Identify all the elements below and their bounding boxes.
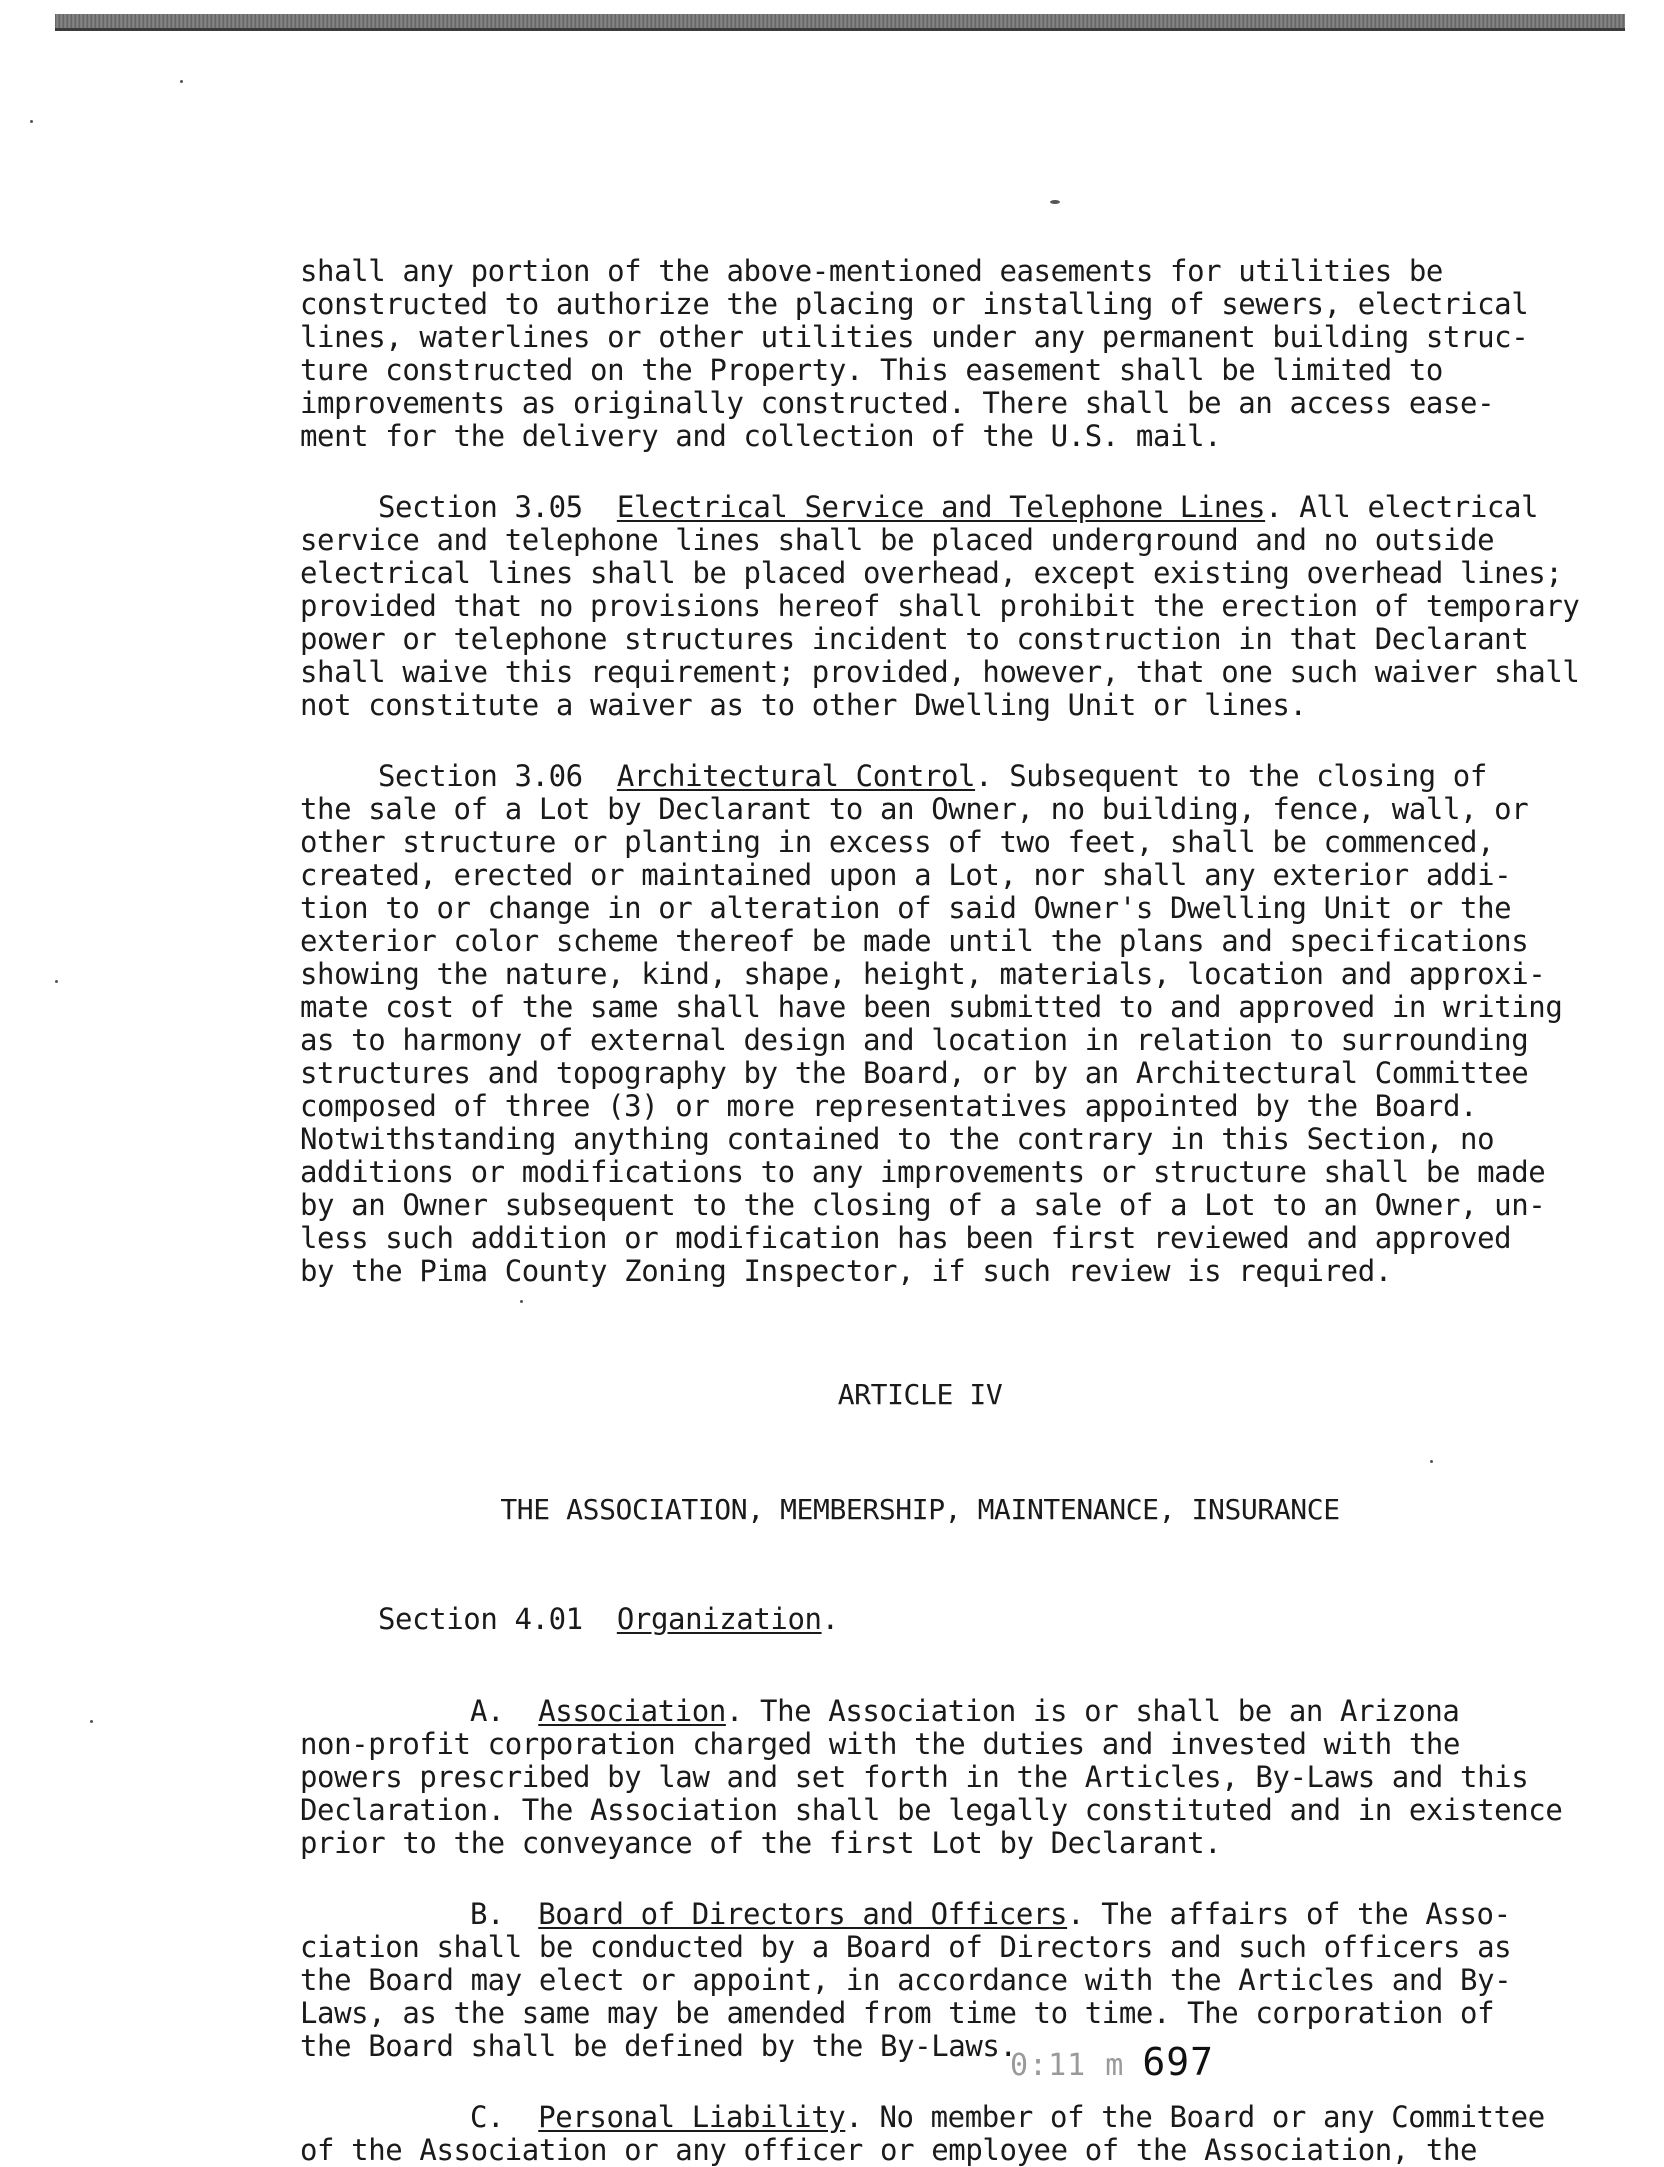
subsection-title: Board of Directors and Officers [538,1897,1068,1931]
section-3-06 [300,759,1563,1288]
text-line: shall any portion of the above-mentioned easements for utilities be [300,254,1443,288]
text-line: less such addition or modification has been first reviewed and approved [300,1221,1512,1255]
subsection-a [300,1694,1563,1860]
section-title: Architectural Control [616,759,976,793]
text-line: shall waive this requirement; provided, however, that one such waiver shall [300,655,1580,689]
article-heading: ARTICLE IV [837,1378,1003,1411]
subsection-text: . No member of the Board or any Committee [845,2100,1545,2134]
scan-speck [90,1720,93,1723]
text-line: non-profit corporation charged with the duties and invested with the [300,1727,1461,1761]
text-line: created, erected or maintained upon a Lot, nor shall any exterior addi- [300,858,1512,892]
text-line: improvements as originally constructed. There shall be an access ease- [300,386,1495,420]
scan-top-edge [55,14,1625,31]
subsection-b [300,1898,1540,2063]
section-text: . All electrical [1265,490,1539,524]
section-title: Electrical Service and Telephone Lines [616,490,1266,524]
text-line: other structure or planting in excess of two feet, shall be commenced, [300,825,1495,859]
subsection-title: Personal Liability [538,2100,846,2134]
text-line: Laws, as the same may be amended from time to time. The corporation of [300,1996,1495,2030]
text-line: provided that no provisions hereof shall prohibit the erection of temporary [300,589,1580,623]
text-line: by an Owner subsequent to the closing of a sale of a Lot to an Owner, un- [300,1188,1546,1222]
section-4-01 [300,1603,1540,1636]
text-line: as to harmony of external design and location in relation to surrounding [300,1023,1529,1057]
text-line: Declaration. The Association shall be legally constituted and in existence [300,1793,1563,1827]
text-line: tion to or change in or alteration of said Owner's Dwelling Unit or the [300,891,1512,925]
text-line: showing the nature, kind, shape, height, materials, location and approxi- [300,957,1546,991]
subsection-letter: C. [470,2100,505,2134]
section-title: Organization [616,1602,822,1636]
text-line: the Board shall be defined by the By-Laws. [300,2029,1017,2063]
article-subheading: THE ASSOCIATION, MEMBERSHIP, MAINTENANCE, INSURANCE [500,1493,1340,1526]
scan-speck [1050,200,1060,204]
text-line: additions or modifications to any improvements or structure shall be made [300,1155,1546,1189]
section-label: Section 4.01 [378,1602,583,1636]
text-line: composed of three (3) or more representatives appointed by the Board. [300,1089,1478,1123]
subsection-c [300,2100,1545,2167]
subsection-letter: A. [470,1694,505,1728]
scan-speck [180,80,183,83]
document-body [300,254,1580,2167]
text-line: lines, waterlines or other utilities under any permanent building struc- [300,320,1529,354]
subsection-letter: B. [470,1897,505,1931]
text-line: the Board may elect or appoint, in accordance with the Articles and By- [300,1963,1512,1997]
section-text: . [821,1602,839,1636]
text-line: constructed to authorize the placing or installing of sewers, electrical [300,287,1529,321]
scan-speck [55,980,58,983]
page-footer [1010,2040,1214,2084]
text-line: ment for the delivery and collection of the U.S. mail. [300,419,1222,453]
text-line: not constitute a waiver as to other Dwelling Unit or lines. [300,688,1307,722]
section-label: Section 3.06 [378,759,583,793]
text-line: prior to the conveyance of the first Lot by Declarant. [300,1826,1222,1860]
section-label: Section 3.05 [378,490,583,524]
text-line: the sale of a Lot by Declarant to an Owner, no building, fence, wall, or [300,792,1529,826]
scan-speck [30,120,33,123]
text-line: ciation shall be conducted by a Board of Directors and such officers as [300,1930,1512,1964]
section-3-05 [300,490,1580,722]
subsection-text: . The affairs of the Asso- [1067,1897,1511,1931]
text-line: by the Pima County Zoning Inspector, if such review is required. [300,1254,1392,1288]
text-line: mate cost of the same shall have been submitted to and approved in writing [300,990,1563,1024]
text-line: structures and topography by the Board, or by an Architectural Committee [300,1056,1529,1090]
text-line: electrical lines shall be placed overhead, except existing overhead lines; [300,556,1563,590]
text-line: exterior color scheme thereof be made until the plans and specifications [300,924,1529,958]
text-line: power or telephone structures incident to construction in that Declarant [300,622,1529,656]
subsection-title: Association [538,1694,726,1728]
page-number: 697 [1142,2040,1215,2084]
text-line: of the Association or any officer or employee of the Association, the [300,2133,1478,2167]
paragraph-easements [300,255,1540,453]
subsection-text: . The Association is or shall be an Arizona [725,1694,1460,1728]
text-line: powers prescribed by law and set forth in the Articles, By-Laws and this [300,1760,1529,1794]
section-text: . Subsequent to the closing of [975,759,1487,793]
text-line: Notwithstanding anything contained to the contrary in this Section, no [300,1122,1495,1156]
docket-stamp: 0:11 m [1010,2048,1125,2083]
text-line: ture constructed on the Property. This easement shall be limited to [300,353,1443,387]
text-line: service and telephone lines shall be placed underground and no outside [300,523,1495,557]
